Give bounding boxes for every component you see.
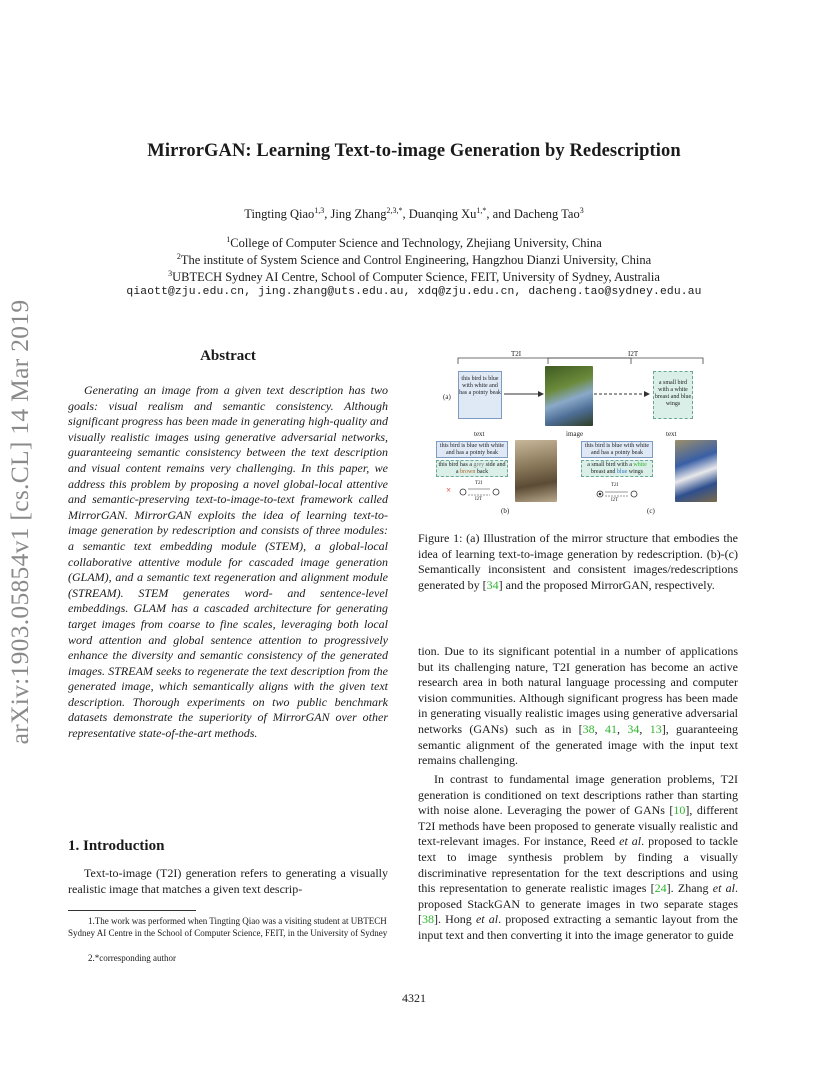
c-i2t-label: I2T (611, 498, 619, 503)
citation-link[interactable]: 34 (627, 721, 640, 736)
generated-bird-image (545, 366, 593, 426)
body-paragraph: In contrast to fundamental image generation problems, T2I generation is conditioned on text descriptions rather than starting with noise alone. Leveraging the power of GANs [10], different T2I methods have been proposed to generate visually realistic and text-relevant images. For instance, Reed et al. proposed to tackle text to image synthesis problem by finding a visually discriminative representation for the text descriptions and using this representation to generate realistic images [24]. Zhang et al. proposed StackGAN to generate images in two separate stages [38]. Hong et al. proposed extracting a semantic layout from the input text and then converting it into the image generator to guide (418, 772, 738, 942)
c-input-text: this bird is blue with white and has a pointy beak (581, 441, 653, 458)
footnote-rule (68, 910, 196, 911)
cross-icon: × (446, 485, 452, 495)
panel-a-label: (a) (443, 393, 451, 401)
affiliation: $^1$College of Computer Science and Technology, Zhejiang University, China (226, 234, 602, 250)
footnote: 2.*corresponding author (88, 953, 176, 963)
paper-title: MirrorGAN: Learning Text-to-image Generation by Redescription (147, 141, 681, 161)
citation-link[interactable]: 38 (582, 721, 595, 736)
i2t-label: I2T (628, 350, 639, 358)
abstract-heading: Abstract (200, 348, 256, 364)
b-input-text: this bird is blue with white and has a pointy beak (436, 441, 508, 458)
citation-link[interactable]: 24 (654, 881, 667, 896)
citation-link[interactable]: 13 (649, 721, 662, 736)
figure-caption: Figure 1: (a) Illustration of the mirror structure that embodies the idea of learning text-to-image generation by redescription. (b)-(c) Semantically inconsistent and consistent images/redescriptions generated by [34] and the proposed MirrorGAN, respectively. (418, 531, 738, 592)
affiliation: $^3$UBTECH Sydney AI Centre, School of Computer Science, FEIT, University of Sydney, Australia (168, 268, 660, 284)
b-i2t-label: I2T (475, 497, 483, 502)
intro-text: Text-to-image (T2I) generation refers to generating a visually realistic image that matches a given text descrip- (68, 866, 388, 896)
page-number: 4321 (402, 991, 426, 1005)
c-redescription-text: a small bird with a white breast and blue wings (581, 460, 653, 477)
b-t2i-label: T2I (475, 481, 483, 486)
author-name: Tingting Qiao (244, 207, 315, 221)
text-label: text (666, 430, 677, 438)
image-label: image (566, 430, 584, 438)
panel-c-label: (c) (647, 507, 655, 515)
affiliation: $^2$The institute of System Science and Control Engineering, Hangzhou Dianzi University, China (176, 251, 652, 267)
body-paragraph: tion. Due to its significant potential in a number of applications but its challenging nature, T2I generation has become an active research area in both natural language processing and computer vision communities. Although significant progress has been made in generating visually realistic images using generative adversarial networks (GANs) such as in [38, 41, 34, 13], guaranteeing semantic alignment of the generated image with the input text remains challenging. (418, 644, 739, 768)
author-name: Duanqing Xu (408, 207, 477, 221)
footnote: 1.The work was performed when Tingting Qiao was a visiting student at UBTECH Sydney AI Centre in the School of Computer Science, FEIT, in the University of Sydney (68, 916, 388, 938)
panel-b-label: (b) (501, 507, 510, 515)
intro-heading: 1. Introduction (68, 838, 165, 854)
baseline-bird-image (515, 440, 557, 502)
figure-1 (418, 348, 738, 520)
citation-link[interactable]: 38 (422, 912, 434, 927)
mirrorgan-bird-image (675, 440, 717, 502)
text-label: text (474, 430, 485, 438)
b-redescription-text: this bird has a grey side and a brown back (436, 460, 508, 477)
redescription-box: a small bird with a white breast and blue wings (653, 371, 693, 419)
citation-link[interactable]: 10 (673, 803, 686, 818)
author-name: Jing Zhang (330, 207, 387, 221)
c-t2i-label: T2I (611, 483, 619, 488)
citation-link[interactable]: 41 (605, 721, 618, 736)
author-name: Dacheng Tao (513, 207, 580, 221)
input-text-box: this bird is blue with white and has a pointy beak (458, 371, 502, 419)
author-list: Tingting Qiao$^{1,3}$, Jing Zhang$^{2,3,*}$, Duanqing $Xu^{1,*}$, and Dacheng Tao$^3$ (244, 205, 584, 221)
citation-link[interactable]: 34 (486, 577, 499, 592)
author-emails: qiaott@zju.edu.cn, jing.zhang@uts.edu.au, xdq@zju.edu.cn, dacheng.tao@sydney.edu.au (126, 286, 702, 298)
arxiv-stamp: arXiv:1903.05854v1 [cs.CL] 14 Mar 2019 (5, 299, 34, 745)
t2i-label: T2I (511, 350, 522, 358)
abstract-text: Generating an image from a given text description has two goals: visual realism and semantic consistency. Although significant progress has been made in generating high-quality and visually realistic images using generative adversarial networks, guaranteeing semantic consistency between the text description and visual content remains very challenging. In this paper, we address this problem by proposing a novel global-local attentive and semantic-preserving text-to-image-to-text framework called MirrorGAN. MirrorGAN exploits the idea of learning text-to-image generation by redescription and consists of three modules: a semantic text embedding module (STEM), a global-local collaborative attentive module for cascaded image generation (GLAM), and a semantic text regeneration and alignment module (STREAM). STEM generates word- and sentence-level embeddings. GLAM has a cascaded architecture for generating target images from coarse to fine scales, leveraging both local word attention and global sentence attention to progressively enhance the diversity and semantic consistency of the generated images. STREAM seeks to regenerate the text description from the generated image, which semantically aligns with the given text description. Thorough experiments on two public benchmark datasets demonstrate the superiority of MirrorGAN over other representative state-of-the-art methods. (68, 383, 388, 741)
